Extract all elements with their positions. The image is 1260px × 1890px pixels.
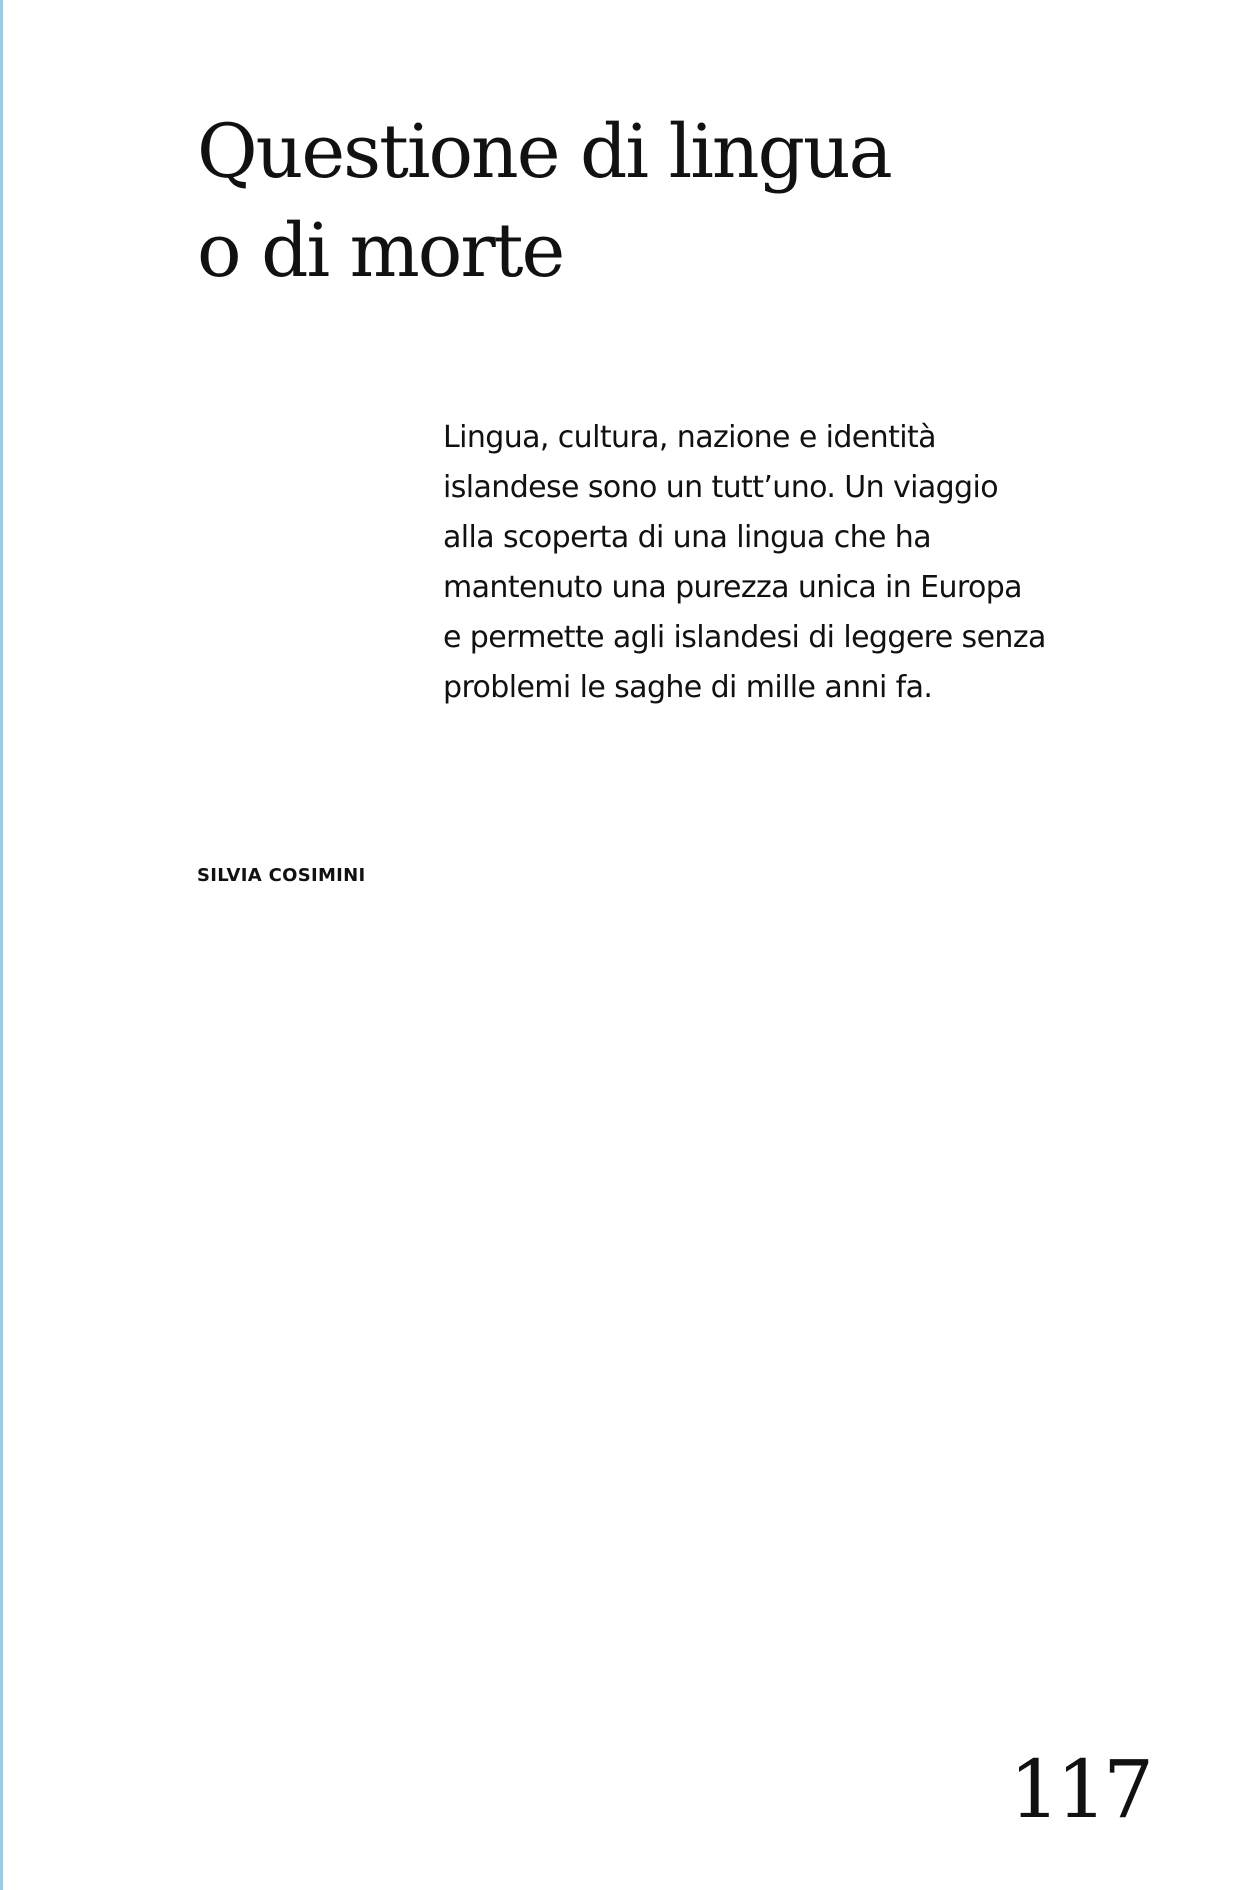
abstract-line: islandese sono un tutt’uno. Un viaggio <box>443 470 998 505</box>
abstract-line: problemi le saghe di mille anni fa. <box>443 670 933 705</box>
abstract-line: e permette agli islandesi di leggere senza <box>443 620 1046 655</box>
abstract-line: Lingua, cultura, nazione e identità <box>443 420 936 455</box>
title-line: o di morte <box>197 208 564 294</box>
page-edge-strip <box>0 0 3 1890</box>
page-number: 117 <box>1009 1743 1150 1836</box>
article-abstract <box>443 413 1163 713</box>
abstract-line: mantenuto una purezza unica in Europa <box>443 570 1022 605</box>
author-name: SILVIA COSIMINI <box>197 865 366 886</box>
abstract-line: alla scoperta di una lingua che ha <box>443 520 931 555</box>
title-line: Questione di lingua <box>197 109 891 195</box>
article-title <box>197 103 1097 301</box>
